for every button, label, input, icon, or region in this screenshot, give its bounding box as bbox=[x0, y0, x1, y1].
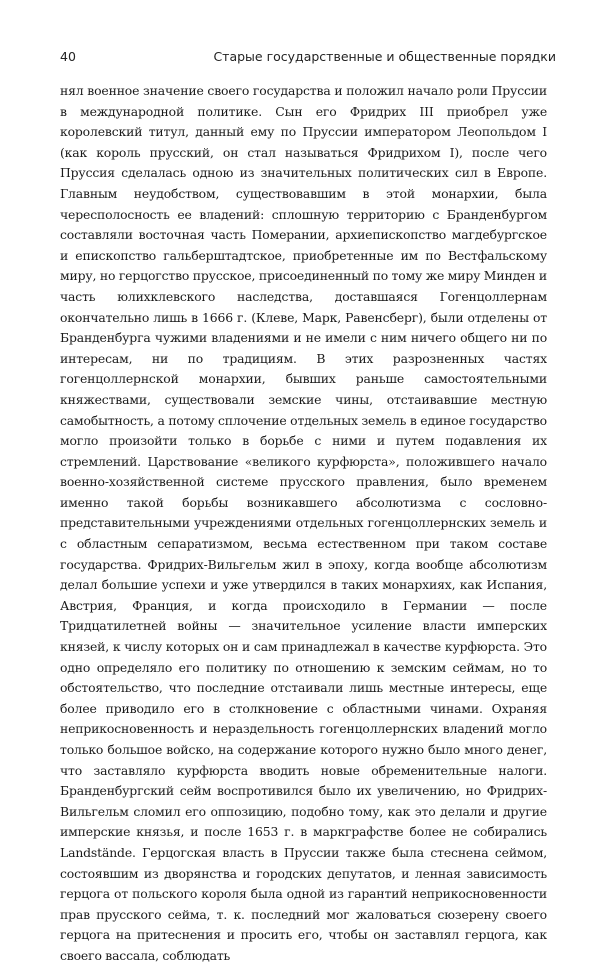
page-number: 40 bbox=[60, 49, 76, 64]
body-paragraph: нял военное значение своего государства и положил начало роли Пруссии в международной политике. Сын его Фридрих III приобрел уже королевский титул, данный ему по Пруссии императором Леопольдом I (как король прусский, он стал называться Фридрихом I), после чего Пруссия сделалась одною из значительных политических сил в Европе. Главным неудобством, существовавшим в этой монархии, была чересполосность ее владений: сплошную территорию с Бранденбургом составляли восточная часть Померании, архиепископство магдебургское и епископство гальберштадтское, приобретенные им по Вестфальскому миру, но герцогство прусское, присоединенный по тому же миру Минден и часть юлихклевского наследства, доставшаяся Гогенцоллернам окончательно лишь в 1666 г. (Клеве, Марк, Равенсберг), были отделены от Бранденбурга чужими владениями и не имели с ним ничего общего ни по интересам, ни по традициям. В этих разрозненных частях гогенцоллернской монархии, бывших раньше самостоятельными княжествами, существовали земские чины, отстаивавшие местную самобытность, а потому сплочение отдельных земель в единое государство могло произойти только в борьбе с ними и путем подавления их стремлений. Царствование «великого курфюрста», положившего начало военно-хозяйственной системе прусского правления, было временем именно такой борьбы возникавшего абсолютизма с сословно-представительными учреждениями отдельных гогенцоллернских земель и с областным сепаратизмом, весьма естественном при таком составе государства. Фридрих-Вильгельм жил в эпоху, когда вообще абсолютизм делал большие успехи и уже утвердился в таких монархиях, как Испания, Австрия, Франция, и когда происходило в Германии — после Тридцатилетней войны — значительное усиление власти имперских князей, к числу которых он и сам принадлежал в качестве курфюрста. Это одно определяло его политику по отношению к земским сеймам, но то обстоятельство, что последние отстаивали лишь местные интересы, еще более приводило его в столкновение с областными чинами. Охраняя неприкосновенность и нераздельность гогенцоллернских владений могло только большое войско, на содержание которого нужно было много денег, что заставляло курфюрста вводить новые обременительные налоги. Бранденбургский сейм воспротивился было их увеличению, но Фридрих-Вильгельм сломил его оппозицию, подобно тому, как это делали и другие имперские князья, и после 1653 г. в маркграфстве более не собирались Landstände. Герцогская власть в Пруссии также была стеснена сеймом, состоявшим из дворянства и городских депутатов, и ленная зависимость герцога от польского короля была одной из гарантий неприкосновенности прав прусского сейма, т. к. последний мог жаловаться сюзерену своего герцога на притеснения и просить его, чтобы он заставлял герцога, как своего вассала, соблюдать bbox=[60, 83, 547, 963]
chapter-title: Старые государственные и общественные порядки bbox=[213, 49, 556, 64]
running-head bbox=[60, 49, 556, 67]
